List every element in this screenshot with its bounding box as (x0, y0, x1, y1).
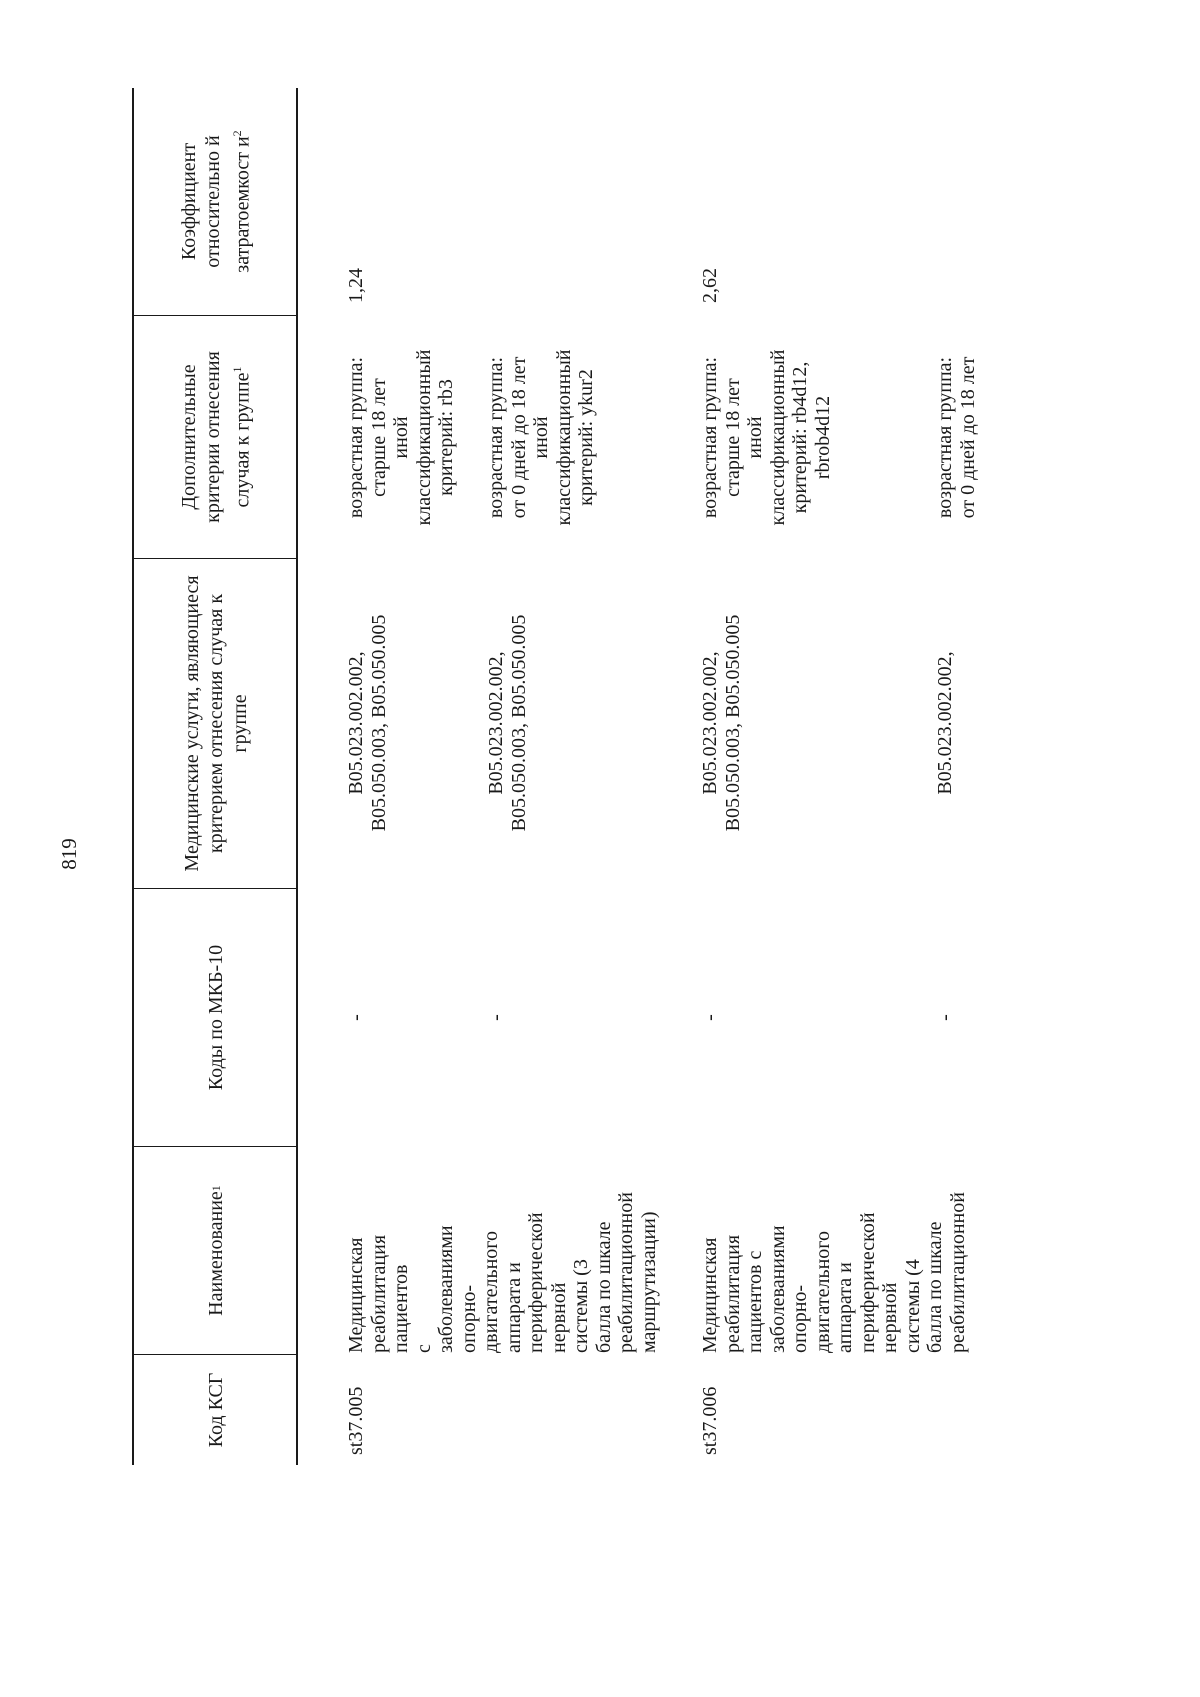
row-services: В05.023.002.002, В05.050.003, В05.050.005 (699, 614, 744, 832)
header-kod-ksg: Код КСГ (205, 1372, 227, 1448)
row-mkb: - (485, 1014, 507, 1021)
page-number: 819 (57, 838, 81, 870)
header-naimenovanie: Наименование 1 (205, 1185, 227, 1316)
row-services: В05.023.002.002, В05.050.003, В05.050.005 (345, 614, 390, 832)
row-code: st37.006 (699, 1386, 721, 1455)
row-criteria: возрастная группа: старше 18 лет иной классификационный критерий: rb3 (345, 349, 457, 526)
row-services: В05.023.002.002, (934, 651, 956, 795)
row-coefficient: 2,62 (699, 268, 721, 303)
row-criteria: возрастная группа: старше 18 лет иной классификационный критерий: rb4d12, rbrob4d12 (699, 349, 834, 526)
row-coefficient: 1,24 (345, 268, 367, 303)
header-uslugi: Медицинские услуги, являющиеся критерием отнесения случая к группе (181, 575, 251, 872)
header-mkb: Коды по МКБ-10 (205, 944, 227, 1091)
row-name: Медицинская реабилитация пациентов с заболеваниями опорно-двигательного аппарата и периферической нервной системы (3 балла по шкале реабилитационной маршрутизации) (345, 1192, 660, 1353)
row-mkb: - (934, 1014, 956, 1021)
row-mkb: - (699, 1014, 721, 1021)
ksg-table (132, 88, 1137, 1465)
table-top-rule (132, 88, 134, 1465)
header-bottom-rule (296, 88, 298, 1465)
row-name: Медицинская реабилитация пациентов с заболеваниями опорно-двигательного аппарата и периферической нервной системы (4 балла по шкале реабилитационной (699, 1192, 969, 1353)
row-criteria: возрастная группа: от 0 дней до 18 лет иной классификационный критерий: ykur2 (485, 349, 597, 526)
row-mkb: - (345, 1014, 367, 1021)
row-code: st37.005 (345, 1386, 367, 1455)
row-criteria: возрастная группа: от 0 дней до 18 лет (934, 356, 979, 519)
header-koef: Коэффициент относительно й затратоемкост $и^2$ (178, 130, 254, 273)
header-dop-kriterii: Дополнительные критерии отнесения случая к группе$^1$ (178, 351, 254, 523)
row-services: В05.023.002.002, В05.050.003, В05.050.005 (485, 614, 530, 832)
